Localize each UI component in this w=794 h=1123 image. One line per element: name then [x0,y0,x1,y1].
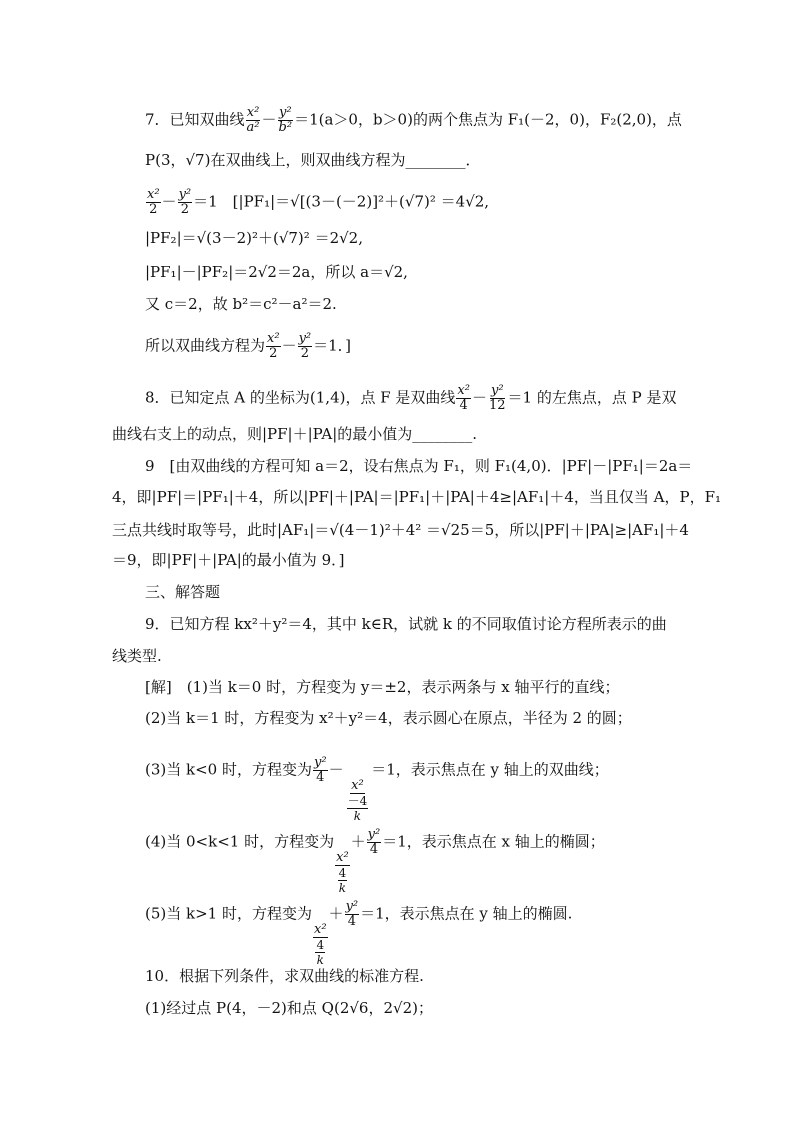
problem7-line1: 7．已知双曲线 $\frac{\text{x²}}{\text{a²}}$ － $\frac{\text{y²}}{\text{b²}}$ ＝1(a＞0，b＞0)的两个焦点为 F₁(－2，0)，F₂(2,0)，点 [145,105,682,135]
problem9-line1: 9．已知方程 kx²＋y²＝4，其中 k∈R，试就 k 的不同取值讨论方程所表示的曲 [145,615,667,633]
problem8-solution-4: ＝9，即|PF|＋|PA|的最小值为 9．] [112,551,345,569]
fraction: $\frac{\text{y²}}{4}$ [345,899,359,929]
problem8-solution-1: 9 [由双曲线的方程可知 a＝2，设右焦点为 F₁，则 F₁(4,0)．|PF|－|PF₁|＝2a＝ [145,457,693,475]
problem9-case5: (5)当 k>1 时，方程变为 $\frac{\text{x²}}{\frac{4}{k}}$ ＋ $\frac{\text{y²}}{4}$ ＝1，表示焦点在 y 轴上的椭圆. [145,899,573,967]
fraction: $\frac{\text{x²}}{\frac{-4}{k}}$ [347,777,368,823]
fraction: $\frac{\text{x²}}{\frac{4}{k}}$ [314,921,327,967]
text: 7．已知双曲线 [145,110,245,129]
problem10-line1: 10．根据下列条件，求双曲线的标准方程. [145,967,424,985]
fraction: $\frac{\text{y²}}{2}$ [298,331,312,361]
fraction: $\frac{\text{x²}}{4}$ [457,383,470,413]
problem7-solution-3: |PF₁|－|PF₂|＝2√2＝2a，所以 a＝√2, [145,263,408,281]
problem7-line2: P(3，√7)在双曲线上，则双曲线方程为________． [145,151,481,169]
text: ＝1(a＞0，b＞0)的两个焦点为 F₁(－2，0)，F₂(2,0)，点 [294,110,682,129]
section-heading: 三、解答题 [145,583,221,601]
problem8-solution-3: 三点共线时取等号，此时|AF₁|＝√(4－1)²＋4² ＝√25＝5，所以|PF|＋|PA|≥|AF₁|＋4 [112,521,689,539]
problem7-solution-5: 所以双曲线方程为 $\frac{\text{x²}}{2}$ － $\frac{\text{y²}}{2}$ ＝1．] [145,331,352,361]
fraction: $\frac{\text{y²}}{4}$ [314,755,327,785]
fraction: $\frac{\text{x²}}{2}$ [267,331,280,361]
fraction: $\frac{\text{y²}}{4}$ [367,827,381,857]
problem10-line2: (1)经过点 P(4，－2)和点 Q(2√6，2√2)； [145,999,433,1017]
fraction: $\frac{\text{x²}}{2}$ [147,187,160,217]
fraction: $\frac{\text{x²}}{\frac{4}{k}}$ [336,849,349,895]
problem7-solution-4: 又 c＝2，故 b²＝c²－a²＝2. [145,295,337,313]
problem7-solution-2: |PF₂|＝√(3－2)²＋(√7)² ＝2√2, [145,229,363,247]
problem9-case2: (2)当 k＝1 时，方程变为 x²＋y²＝4，表示圆心在原点，半径为 2 的圆； [145,709,632,727]
problem9-case1: [解] (1)当 k＝0 时，方程变为 y＝±2，表示两条与 x 轴平行的直线； [145,678,620,696]
fraction: $\frac{\text{y²}}{\text{b²}}$ [278,105,293,135]
fraction: $\frac{\text{y²}}{12}$ [488,383,506,413]
fraction: $\frac{\text{x²}}{\text{a²}}$ [246,105,260,135]
problem8-line2: 曲线右支上的动点，则|PF|＋|PA|的最小值为________. [112,425,478,443]
text: ＝1 [|PF₁|＝√[(3－(－2)]²＋(√7)² ＝4√2, [193,192,490,211]
problem9-case4: (4)当 0<k<1 时，方程变为 $\frac{\text{x²}}{\frac{4}{k}}$ ＋ $\frac{\text{y²}}{4}$ ＝1，表示焦点在 x 轴上的椭圆； [145,827,605,895]
problem8-solution-2: 4，即|PF|＝|PF₁|＋4，所以|PF|＋|PA|＝|PF₁|＋|PA|＋4≥|AF₁|＋4，当且仅当 A，P，F₁ [112,488,721,506]
problem8-line1: 8．已知定点 A 的坐标为(1,4)，点 F 是双曲线 $\frac{\text{x²}}{4}$ － $\frac{\text{y²}}{12}$ ＝1 的左焦点，点 P 是双 [145,383,677,413]
problem9-line2: 线类型. [112,647,162,665]
fraction: $\frac{\text{y²}}{2}$ [178,187,192,217]
problem9-case3: (3)当 k<0 时，方程变为 $\frac{\text{y²}}{4}$ － $\frac{\text{x²}}{\frac{-4}{k}}$ ＝1，表示焦点在 y 轴上的双曲线； [145,755,609,823]
problem7-solution-1: $\frac{\text{x²}}{2}$ － $\frac{\text{y²}}{2}$ ＝1 [|PF₁|＝√[(3－(－2)]²＋(√7)² ＝4√2, [147,187,490,217]
